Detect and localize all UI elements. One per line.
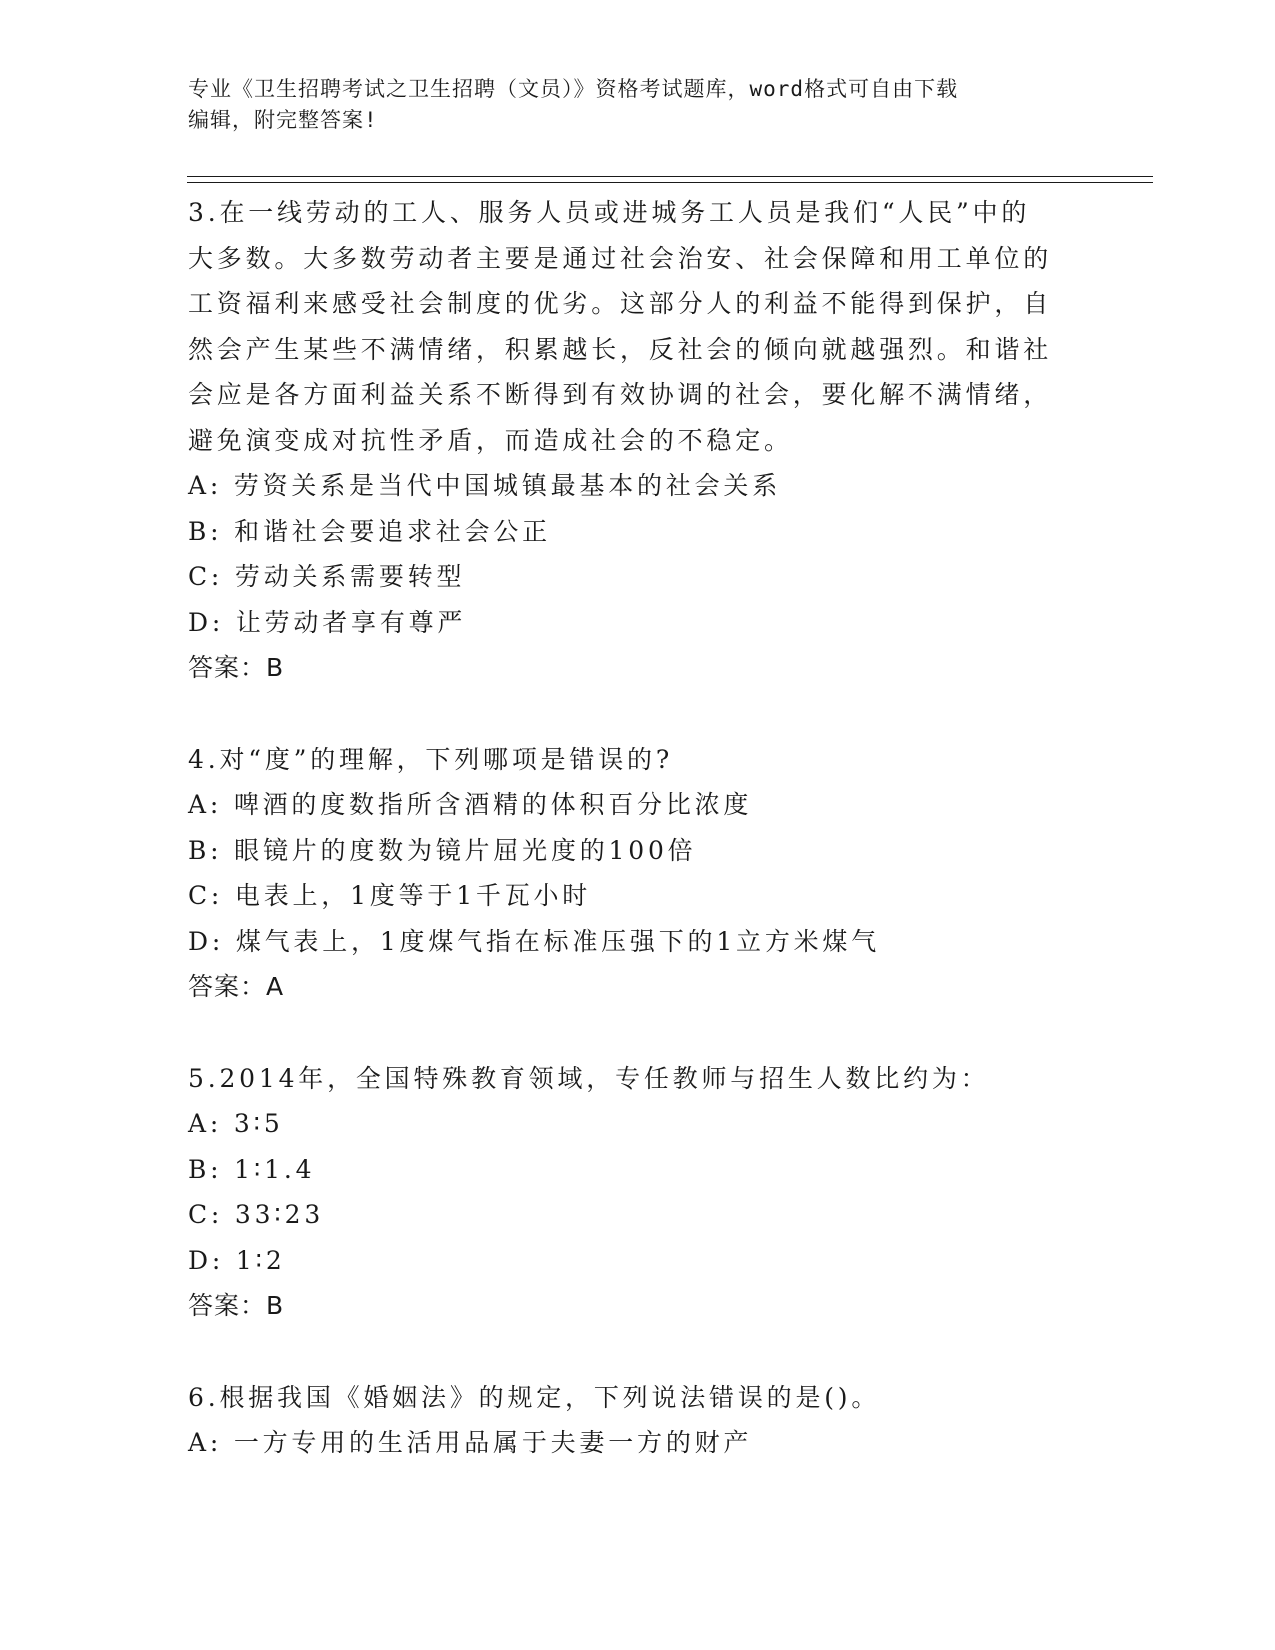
option-b: B: 和谐社会要追求社会公正 xyxy=(188,516,551,546)
option-d: D: 1∶2 xyxy=(188,1245,286,1275)
question-4 xyxy=(188,737,1088,1010)
question-6 xyxy=(188,1375,1088,1466)
spacer xyxy=(188,1329,1088,1375)
question-3 xyxy=(188,190,1088,691)
spacer xyxy=(188,1010,1088,1056)
stem-line: 会应是各方面利益关系不断得到有效协调的社会，要化解不满情绪， xyxy=(188,380,1053,409)
answer-label: 答案：A xyxy=(188,972,285,1001)
answer-label: 答案：B xyxy=(188,1291,285,1320)
option-a: A: 啤酒的度数指所含酒精的体积百分比浓度 xyxy=(188,790,753,819)
option-c: C: 电表上，1度等于1千瓦小时 xyxy=(188,881,592,910)
header-rule-top xyxy=(187,176,1153,177)
document-header xyxy=(188,74,1068,136)
stem-line: 避免演变成对抗性矛盾，而造成社会的不稳定。 xyxy=(188,425,793,455)
stem-line: 3.在一线劳动的工人、服务人员或进城务工人员是我们“人民”中的 xyxy=(188,198,1031,227)
header-line-1: 专业《卫生招聘考试之卫生招聘（文员）》资格考试题库，word格式可自由下载 xyxy=(188,77,959,101)
question-5 xyxy=(188,1056,1088,1329)
stem-line: 然会产生某些不满情绪，积累越长，反社会的倾向就越强烈。和谐社 xyxy=(188,334,1053,364)
option-a: A: 劳资关系是当代中国城镇最基本的社会关系 xyxy=(188,471,782,500)
option-a: A: 3∶5 xyxy=(188,1109,284,1138)
question-stem xyxy=(188,190,1088,463)
spacer xyxy=(188,691,1088,737)
header-line-2: 编辑，附完整答案! xyxy=(188,108,378,132)
option-d: D: 让劳动者享有尊严 xyxy=(188,607,467,637)
stem-line: 大多数。大多数劳动者主要是通过社会治安、社会保障和用工单位的 xyxy=(188,243,1053,273)
question-list xyxy=(188,190,1088,1466)
stem-line: 工资福利来感受社会制度的优劣。这部分人的利益不能得到保护，自 xyxy=(188,289,1053,318)
option-c: C: 33∶23 xyxy=(188,1200,325,1229)
option-b: B: 眼镜片的度数为镜片屈光度的100倍 xyxy=(188,835,697,865)
question-stem: 5.2014年，全国特殊教育领域，专任教师与招生人数比约为： xyxy=(188,1063,990,1093)
header-rule-bottom xyxy=(187,182,1153,183)
option-b: B: 1∶1.4 xyxy=(188,1154,316,1184)
option-c: C: 劳动关系需要转型 xyxy=(188,562,466,591)
question-stem: 4.对“度”的理解，下列哪项是错误的? xyxy=(188,744,674,774)
option-a: A: 一方专用的生活用品属于夫妻一方的财产 xyxy=(188,1428,753,1457)
question-stem: 6.根据我国《婚姻法》的规定，下列说法错误的是()。 xyxy=(188,1382,881,1412)
option-d: D: 煤气表上，1度煤气指在标准压强下的1立方米煤气 xyxy=(188,926,881,956)
answer-label: 答案：B xyxy=(188,653,285,682)
